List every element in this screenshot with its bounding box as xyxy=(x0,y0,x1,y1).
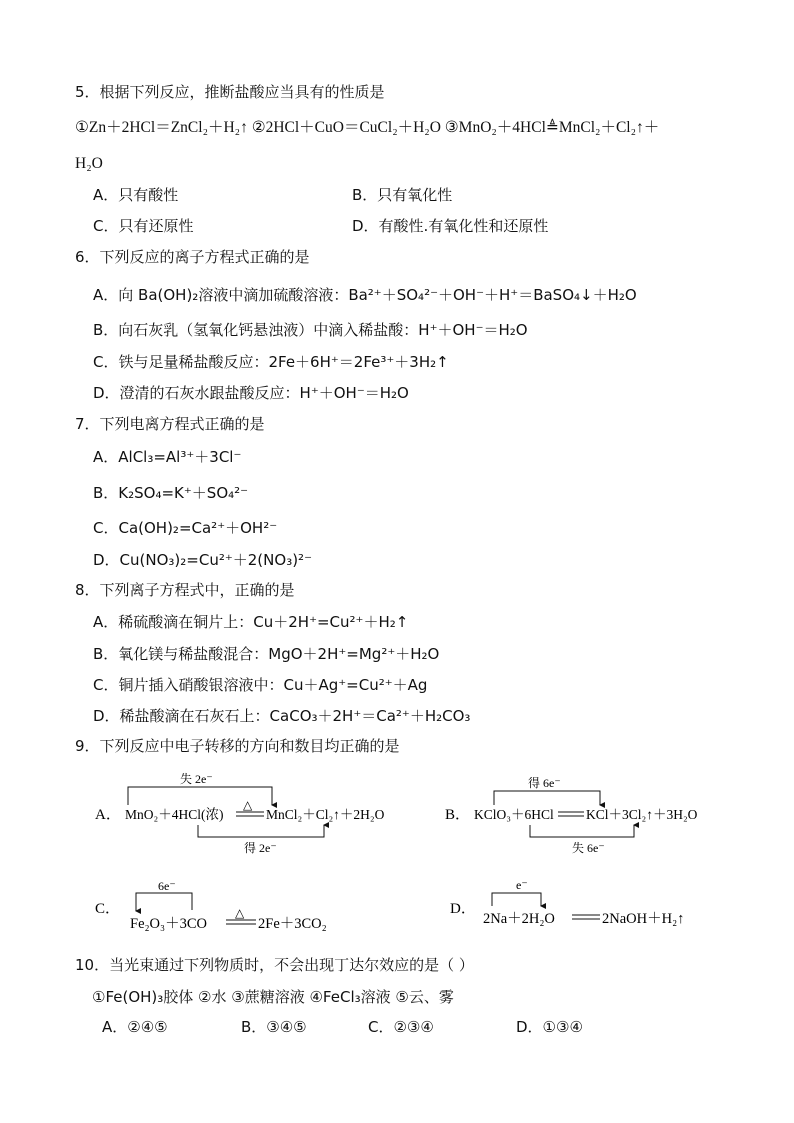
q9-b-letter: B． xyxy=(445,807,471,823)
q9-a-reactants: MnO₂＋4HCl(浓) xyxy=(125,807,224,822)
q6-stem: 6．下列反应的离子方程式正确的是 xyxy=(75,248,310,266)
q9-a-products: MnCl₂＋Cl₂↑＋2H₂O xyxy=(266,807,385,822)
q9-d-top-label: e⁻ xyxy=(516,878,528,892)
q10-option-a: A．②④⑤ xyxy=(102,1018,168,1036)
q9-b-top-label: 得 6e⁻ xyxy=(528,776,561,790)
q9-electron-transfer-diagrams xyxy=(0,765,794,945)
q5-option-a: A．只有酸性 xyxy=(93,186,179,204)
q8-option-b: B．氧化镁与稀盐酸混合：MgO＋2H⁺=Mg²⁺＋H₂O xyxy=(93,645,440,663)
q7-option-d: D．Cu(NO₃)₂=Cu²⁺＋2(NO₃)²⁻ xyxy=(93,551,312,569)
q10-option-c: C．②③④ xyxy=(368,1018,434,1036)
q9-option-a xyxy=(95,771,385,855)
q8-option-c: C．铜片插入硝酸银溶液中：Cu＋Ag⁺=Cu²⁺＋Ag xyxy=(93,676,428,694)
q6-option-a: A．向 Ba(OH)₂溶液中滴加硫酸溶液：Ba²⁺＋SO₄²⁻＋OH⁻＋H⁺＝BaSO₄↓＋H₂O xyxy=(93,286,637,304)
q9-b-bottom-label: 失 6e⁻ xyxy=(572,841,605,855)
q6-option-b: B．向石灰乳（氢氧化钙悬浊液）中滴入稀盐酸：H⁺＋OH⁻＝H₂O xyxy=(93,321,528,339)
q9-c-condition: △ xyxy=(235,906,245,920)
q10-option-d: D．①③④ xyxy=(516,1018,583,1036)
q7-option-c: C．Ca(OH)₂=Ca²⁺＋OH²⁻ xyxy=(93,519,278,537)
q9-d-letter: D． xyxy=(450,901,476,917)
q10-items: ①Fe(OH)₃胶体 ②水 ③蔗糖溶液 ④FeCl₃溶液 ⑤云、雾 xyxy=(92,988,454,1006)
q5-option-c: C．只有还原性 xyxy=(93,217,194,235)
q9-a-top-label: 失 2e⁻ xyxy=(180,772,213,786)
q9-a-letter: A． xyxy=(95,807,121,823)
q5-option-d: D．有酸性.有氧化性和还原性 xyxy=(352,217,549,235)
q9-option-b xyxy=(445,776,698,855)
q9-d-products: 2NaOH＋H₂↑ xyxy=(602,911,685,927)
q9-option-d xyxy=(450,878,684,927)
q7-stem: 7．下列电离方程式正确的是 xyxy=(75,415,265,433)
q9-b-products: KCl＋3Cl₂↑＋3H₂O xyxy=(586,807,698,822)
q9-a-bottom-label: 得 2e⁻ xyxy=(244,841,277,855)
q7-option-b: B．K₂SO₄=K⁺＋SO₄²⁻ xyxy=(93,484,249,502)
q5-equations: ①Zn＋2HCl＝ZnCl₂＋H₂↑ ②2HCl＋CuO＝CuCl₂＋H₂O ③MnO₂＋4HCl≜MnCl₂＋Cl₂↑＋ xyxy=(75,119,660,136)
q6-option-c: C．铁与足量稀盐酸反应：2Fe＋6H⁺＝2Fe³⁺＋3H₂↑ xyxy=(93,353,449,371)
q9-c-top-label: 6e⁻ xyxy=(158,879,176,893)
q9-c-products: 2Fe＋3CO₂ xyxy=(258,916,327,932)
q10-option-b: B．③④⑤ xyxy=(241,1018,307,1036)
q8-option-d: D．稀盐酸滴在石灰石上：CaCO₃＋2H⁺＝Ca²⁺＋H₂CO₃ xyxy=(93,707,471,725)
q9-option-c xyxy=(95,879,327,932)
q9-stem: 9．下列反应中电子转移的方向和数目均正确的是 xyxy=(75,737,400,755)
q9-a-condition: △ xyxy=(243,798,253,812)
q10-stem: 10．当光束通过下列物质时，不会出现丁达尔效应的是（ ） xyxy=(75,956,474,974)
q7-option-a: A．AlCl₃=Al³⁺＋3Cl⁻ xyxy=(93,448,242,466)
q9-c-letter: C． xyxy=(95,901,121,917)
q9-d-reactants: 2Na＋2H₂O xyxy=(483,911,555,927)
q8-stem: 8．下列离子方程式中，正确的是 xyxy=(75,581,295,599)
q9-c-reactants: Fe₂O₃＋3CO xyxy=(130,916,207,932)
q5-option-b: B．只有氧化性 xyxy=(352,186,453,204)
q5-stem: 5．根据下列反应，推断盐酸应当具有的性质是 xyxy=(75,83,385,101)
q9-b-reactants: KClO₃＋6HCl xyxy=(474,807,554,822)
q5-equations-cont: H₂O xyxy=(75,155,103,172)
q8-option-a: A．稀硫酸滴在铜片上：Cu＋2H⁺=Cu²⁺＋H₂↑ xyxy=(93,613,409,631)
q6-option-d: D．澄清的石灰水跟盐酸反应：H⁺＋OH⁻＝H₂O xyxy=(93,384,409,402)
